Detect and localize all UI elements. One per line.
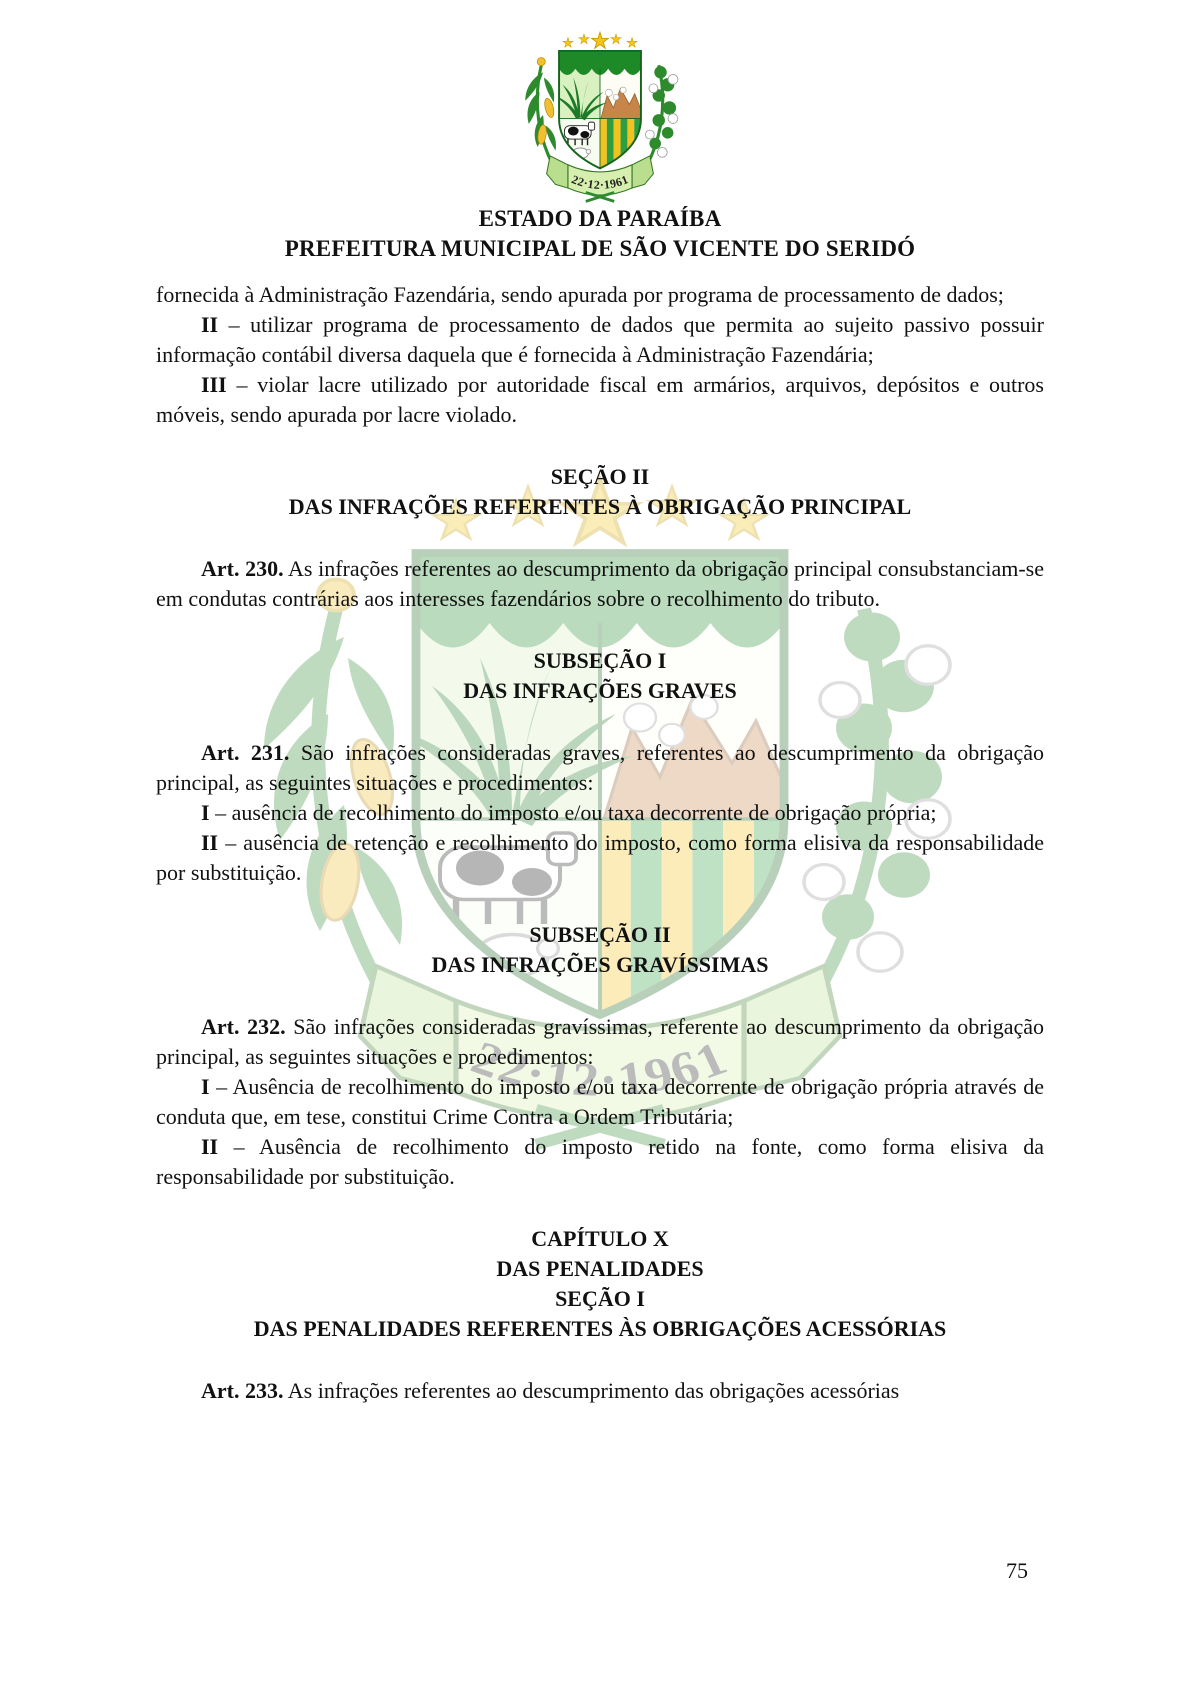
- article-231-item-I: I – ausência de recolhimento do imposto e/ou taxa decorrente de obrigação própria;: [201, 800, 937, 825]
- page-number: 75: [1006, 1558, 1028, 1583]
- section-heading-line: SEÇÃO I: [555, 1286, 645, 1311]
- article-230: Art. 230. As infrações referentes ao descumprimento da obrigação principal consubstanciam-se em condutas contrárias aos interesses fazendários sobre o recolhimento do tributo.: [156, 556, 1045, 611]
- section-heading-line: DAS INFRAÇÕES REFERENTES À OBRIGAÇÃO PRINCIPAL: [288, 494, 912, 519]
- item-III: III – violar lacre utilizado por autoridade fiscal em armários, arquivos, depósitos e outros móveis, sendo apurada por lacre violado.: [156, 372, 1044, 427]
- header-state: ESTADO DA PARAÍBA: [478, 206, 722, 231]
- section-heading-line: SEÇÃO II: [550, 464, 650, 489]
- section-heading-line: DAS INFRAÇÕES GRAVÍSSIMAS: [431, 952, 769, 977]
- document-header: [0, 0, 1200, 264]
- section-heading-line: DAS PENALIDADES REFERENTES ÀS OBRIGAÇÕES ACESSÓRIAS: [253, 1316, 947, 1341]
- subsecao-ii-heading: [156, 920, 1044, 980]
- article-231: Art. 231. São infrações consideradas graves, referentes ao descumprimento da obrigação principal, as seguintes situações e procedimentos:: [156, 740, 1044, 795]
- item-II: II – utilizar programa de processamento de dados que permita ao sujeito passivo possuir informação contábil diversa daquela que é fornecida à Administração Fazendária;: [156, 312, 1044, 367]
- document-body: [156, 280, 1044, 1406]
- secao-ii-heading: [156, 462, 1044, 522]
- article-232-item-I: I – Ausência de recolhimento do imposto e/ou taxa decorrente de obrigação própria através de conduta que, em tese, constitui Crime Contra a Ordem Tributária;: [156, 1074, 1044, 1129]
- paragraph-continuation: fornecida à Administração Fazendária, sendo apurada por programa de processamento de dados;: [156, 282, 1004, 307]
- article-232: Art. 232. São infrações consideradas gravíssimas, referente ao descumprimento da obrigação principal, as seguintes situações e procedimentos:: [156, 1014, 1044, 1069]
- section-heading-line: CAPÍTULO X: [531, 1226, 669, 1251]
- article-232-item-II: II – Ausência de recolhimento do imposto retido na fonte, como forma elisiva da responsabilidade por substituição.: [156, 1134, 1044, 1189]
- subsecao-i-heading: [156, 646, 1044, 706]
- section-heading-line: DAS INFRAÇÕES GRAVES: [463, 678, 737, 703]
- header-municipality: PREFEITURA MUNICIPAL DE SÃO VICENTE DO SERIDÓ: [284, 236, 916, 261]
- article-233: Art. 233. As infrações referentes ao descumprimento das obrigações acessórias: [201, 1378, 900, 1403]
- section-heading-line: SUBSEÇÃO II: [529, 922, 671, 947]
- coat-of-arms: [0, 26, 1200, 204]
- capitulo-x-heading: [156, 1224, 1044, 1344]
- section-heading-line: DAS PENALIDADES: [496, 1256, 704, 1281]
- article-231-item-II: II – ausência de retenção e recolhimento do imposto, como forma elisiva da responsabilidade por substituição.: [156, 830, 1044, 885]
- section-heading-line: SUBSEÇÃO I: [533, 648, 667, 673]
